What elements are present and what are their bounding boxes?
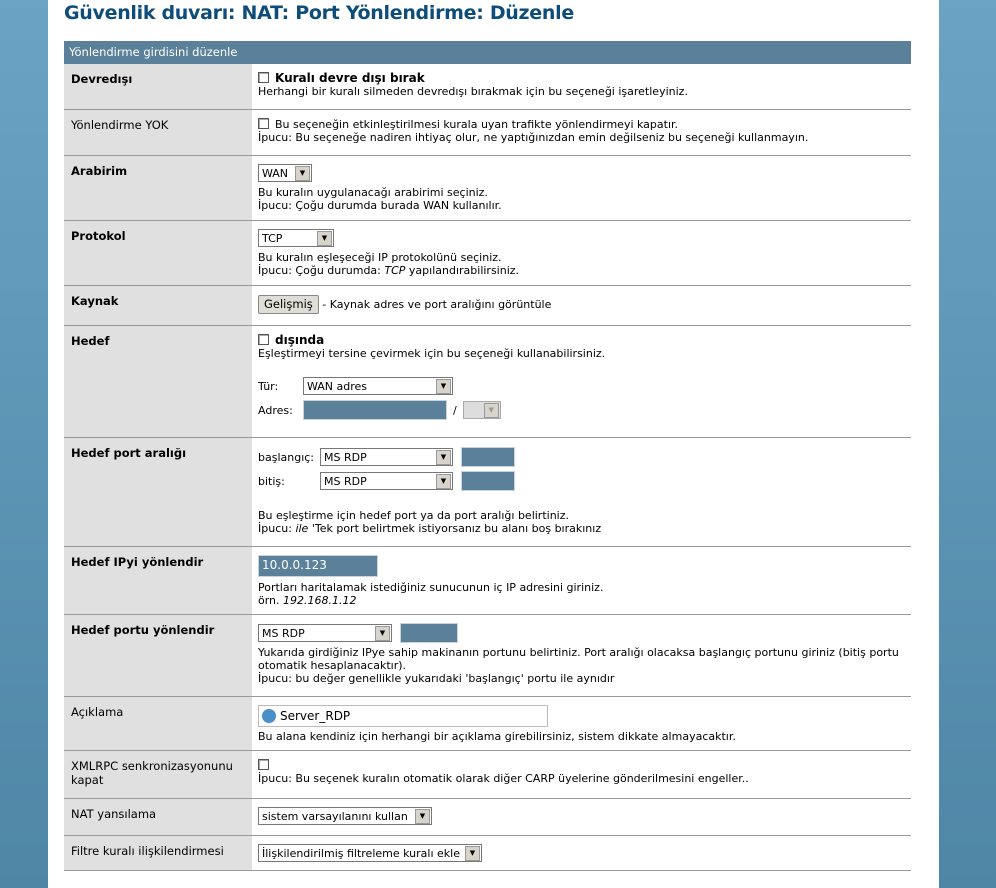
selected-value: WAN adres <box>307 379 368 393</box>
target-port-select[interactable] <box>258 624 392 642</box>
help-text: Bu eşleştirme için hedef port ya da port aralığı belirtiniz. <box>258 509 569 522</box>
dest-port-to-select[interactable] <box>320 472 453 490</box>
chevron-down-icon: ▼ <box>484 403 499 418</box>
row-nordr <box>64 110 911 156</box>
label: Yönlendirme YOK <box>64 110 252 155</box>
help-text: Yukarıda girdiğiniz IPye sahip makinanın portunu belirtiniz. Port aralığı olacaksa başlangıç portunu giriniz (bitiş portu otomatik hesaplanacaktır). <box>258 646 899 672</box>
to-label: bitiş: <box>258 474 285 488</box>
help-emphasis: ile <box>295 522 309 535</box>
type-label: Tür: <box>258 379 279 393</box>
target-port-input[interactable] <box>400 623 458 643</box>
help-text: İpucu: <box>258 522 292 535</box>
slash: / <box>453 403 457 417</box>
row-source <box>64 286 911 326</box>
chevron-down-icon: ▼ <box>317 231 332 246</box>
selected-value: TCP <box>262 231 283 245</box>
label: Açıklama <box>64 697 252 750</box>
interface-select[interactable] <box>258 164 312 182</box>
chevron-down-icon: ▼ <box>415 809 430 824</box>
help-text: İpucu: bu değer genellikle yukarıdaki 'başlangıç' portu ile aynıdır <box>258 672 615 685</box>
page-title: Güvenlik duvarı: NAT: Port Yönlendirme: Düzenle <box>64 2 574 24</box>
selected-value: MS RDP <box>324 474 367 488</box>
help-text: yapılandırabilirsiniz. <box>408 264 520 277</box>
chevron-down-icon: ▼ <box>436 450 451 465</box>
row-destination <box>64 326 911 438</box>
help-text: İpucu: Çoğu durumda burada WAN kullanılır. <box>258 199 502 212</box>
label: NAT yansılama <box>64 799 252 835</box>
checkbox-label: Bu seçeneğin etkinleştirilmesi kurala uyan trafikte yönlendirmeyi kapatır. <box>275 118 679 131</box>
dest-not-checkbox[interactable] <box>258 334 269 345</box>
right-background <box>939 0 996 888</box>
help-text: İpucu: Bu seçeneğe nadiren ihtiyaç olur, ne yaptığınızdan emin değilseniz bu seçeneği kullanmayın. <box>258 131 809 144</box>
row-interface <box>64 156 911 221</box>
label: Protokol <box>64 221 252 285</box>
row-filter-association <box>64 836 911 871</box>
row-nat-reflection <box>64 799 911 836</box>
label: Hedef port aralığı <box>64 438 252 546</box>
selected-value: MS RDP <box>324 450 367 464</box>
section-header: Yönlendirme girdisini düzenle <box>64 41 911 64</box>
disabled-checkbox[interactable] <box>258 72 269 83</box>
label: Arabirim <box>64 156 252 220</box>
filter-association-select[interactable] <box>258 844 482 862</box>
edit-form <box>64 41 911 871</box>
help-text: Herhangi bir kuralı silmeden devredışı bırakmak için bu seçeneği işaretleyiniz. <box>258 85 688 98</box>
help-emphasis: 192.168.1.12 <box>283 594 357 607</box>
help-text: örn. <box>258 594 280 607</box>
selected-value: WAN <box>262 166 289 180</box>
help-text: Bu alana kendiniz için herhangi bir açıklama girebilirsiniz, sistem dikkate almayacaktır. <box>258 730 736 743</box>
dest-mask-select[interactable] <box>463 401 501 419</box>
source-text: - Kaynak adres ve port aralığını görüntüle <box>322 298 552 311</box>
chevron-down-icon: ▼ <box>375 626 390 641</box>
description-value: Server_RDP <box>280 708 351 723</box>
chevron-down-icon: ▼ <box>465 846 480 861</box>
row-disabled <box>64 64 911 110</box>
dest-port-from-select[interactable] <box>320 448 453 466</box>
xmlrpc-checkbox[interactable] <box>258 759 269 770</box>
help-text: İpucu: Bu seçenek kuralın otomatik olarak diğer CARP üyelerine gönderilmesini engeller.. <box>258 772 749 785</box>
help-text: İpucu: Çoğu durumda: <box>258 264 381 277</box>
dest-port-from-input[interactable] <box>461 447 515 467</box>
label: Hedef portu yönlendir <box>64 615 252 696</box>
chevron-down-icon: ▼ <box>436 379 451 394</box>
checkbox-label: dışında <box>275 333 325 347</box>
help-text: Eşleştirmeyi tersine çevirmek için bu seçeneği kullanabilirsiniz. <box>258 347 606 360</box>
help-text: Bu kuralın uygulanacağı arabirimi seçiniz. <box>258 186 488 199</box>
row-dest-port-range <box>64 438 911 547</box>
chevron-down-icon: ▼ <box>436 474 451 489</box>
tag-icon <box>262 709 276 723</box>
dest-port-to-input[interactable] <box>461 471 515 491</box>
dest-type-select[interactable] <box>303 377 453 395</box>
help-emphasis: TCP <box>384 264 406 277</box>
from-label: başlangıç: <box>258 450 315 464</box>
label: Kaynak <box>64 286 252 325</box>
dest-address-input[interactable] <box>303 400 447 420</box>
selected-value: sistem varsayılanını kullan <box>262 809 408 823</box>
description-input[interactable] <box>258 705 548 727</box>
protocol-select[interactable] <box>258 229 334 247</box>
label: Filtre kuralı ilişkilendirmesi <box>64 836 252 870</box>
left-background <box>0 0 48 888</box>
row-protocol <box>64 221 911 286</box>
row-xmlrpc <box>64 751 911 799</box>
selected-value: MS RDP <box>262 626 305 640</box>
nordr-checkbox[interactable] <box>258 118 269 129</box>
address-label: Adres: <box>258 403 293 417</box>
label: Hedef IPyi yönlendir <box>64 547 252 614</box>
row-description <box>64 697 911 751</box>
advanced-source-button[interactable]: Gelişmiş <box>258 295 319 314</box>
row-target-port <box>64 615 911 697</box>
label: Hedef <box>64 326 252 437</box>
chevron-down-icon: ▼ <box>295 166 310 181</box>
selected-value: İlişkilendirilmiş filtreleme kuralı ekle <box>262 846 460 860</box>
nat-reflection-select[interactable] <box>258 807 432 825</box>
row-target-ip <box>64 547 911 615</box>
target-ip-input[interactable]: 10.0.0.123 <box>258 555 378 577</box>
help-text: Bu kuralın eşleşeceği IP protokolünü seçiniz. <box>258 251 502 264</box>
help-text: 'Tek port belirtmek istiyorsanız bu alanı boş bırakınız <box>311 522 602 535</box>
help-text: Portları haritalamak istediğiniz sunucunun iç IP adresini giriniz. <box>258 581 604 594</box>
label: Devredışı <box>64 64 252 109</box>
label: XMLRPC senkronizasyonunu kapat <box>64 751 252 798</box>
checkbox-label: Kuralı devre dışı bırak <box>275 71 425 85</box>
